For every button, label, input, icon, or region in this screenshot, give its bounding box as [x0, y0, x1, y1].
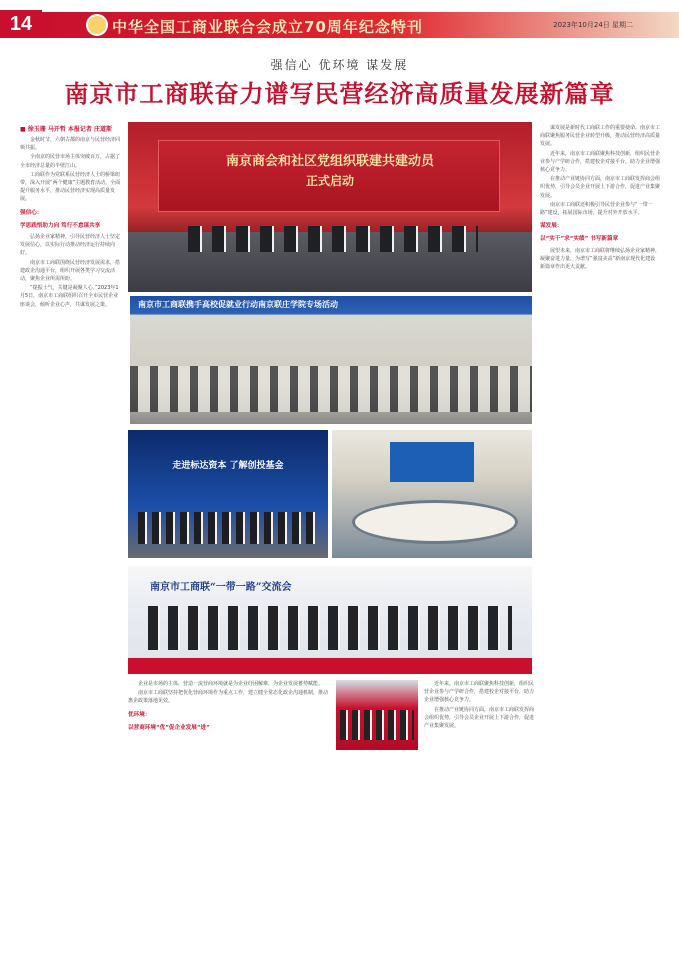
people-row: [188, 226, 478, 252]
byline: ■ 徐玉珊 马开哲 本报记者 庄道斯: [20, 126, 113, 133]
paragraph: 工商联作为党联系民营经济人士的桥梁纽带，深入开展“两个健康”主题教育活动，全面提升服务水平，推动民营经济实现高质量发展。: [20, 171, 121, 203]
paragraph: 近年来，南京市工商联聚焦科技创新，组织民营企业参与产学研合作，搭建校企对接平台，助力企业增强核心竞争力。: [540, 150, 660, 174]
photo-caption: 走进标达资本 了解创投基金: [172, 461, 284, 471]
photo-caption: 南京市工商联携手高校促就业行动南京联庄学院专场活动: [138, 300, 338, 309]
paragraph: 在推动产业链协同方面，南京市工商联发挥商会组织优势，引导会员企业开展上下游合作，促进产业集聚发展。: [540, 176, 660, 199]
column-bottom-right: [424, 680, 534, 936]
column-right: [540, 124, 660, 936]
people-row: [340, 710, 414, 740]
banner-title: 中华全国工商业联合会成立70周年纪念特刊: [112, 18, 423, 36]
photo-caption: 南京市工商联“一带一路”交流会: [150, 582, 292, 593]
paragraph: 金秋时节，六朝古都的南京与民营经济同频共振。: [20, 137, 121, 152]
subhead: 优环境：: [128, 711, 151, 718]
paragraph: 南京市工商联围绕民营经济发展需求，搭建政企沟通平台，组织开展各类学习交流活动，聚焦企业所需所盼。: [20, 259, 121, 283]
subhead: 强信心：: [20, 209, 43, 216]
subhead: 以营商环境“优”促企业发展“进”: [128, 724, 210, 731]
people-row: [130, 366, 532, 412]
photo-caption: 正式启动: [305, 174, 354, 188]
photo-caption: 南京商会和社区党组织联建共建动员: [225, 154, 434, 169]
photo-meeting-room: [332, 430, 532, 558]
paragraph: 展望未来，南京市工商联将继续弘扬企业家精神，凝聚奋进力量，为谱写“强富美高”新南京现代化建设新篇章作出更大贡献。: [540, 247, 660, 271]
photo-launch-ceremony: [128, 122, 532, 292]
anniversary-emblem-icon: [86, 14, 108, 36]
subhead: 以“实干”求“实绩” 书写新篇章: [540, 236, 619, 243]
paragraph: 在推动产业链协同方面，南京市工商联发挥商会组织优势，引导会员企业开展上下游合作，促进产业集聚发展。: [424, 706, 534, 730]
column-left: [20, 136, 122, 936]
masthead: [0, 0, 679, 40]
paragraph: “提振士气，关键是凝聚人心。”2023年1月5日，南京市工商联组织召开全市民营企业座谈会，倾听企业心声，共谋发展之策。: [20, 285, 119, 308]
meeting-table: [352, 500, 518, 544]
subhead: 谋发展：: [540, 223, 563, 230]
page-number: 14: [0, 10, 42, 38]
subhead: 学思践悟助力向 笃行不怠谋共享: [20, 222, 101, 229]
people-row: [138, 512, 318, 544]
photo-group: [336, 680, 418, 750]
paragraph: 弘扬企业家精神，引导民营经济人士坚定发展信心，以实际行动推动经济运行持续向好。: [20, 234, 121, 257]
photo-belt-road-forum: [128, 566, 532, 674]
people-row: [148, 606, 512, 650]
paragraph: 近年来，南京市工商联聚焦科技创新，组织民营企业参与产学研合作，搭建校企对接平台，助力企业增强核心竞争力。: [424, 681, 534, 704]
paragraph: 南京市工商联还积极引导民营企业参与“一带一路”建设，拓展国际市场，提升对外开放水平。: [540, 201, 653, 217]
red-band: [128, 658, 532, 674]
column-mid-left: [128, 680, 328, 936]
paragraph: 企业是市场的主体，营造一流营商环境就是为企业纾困解难，为企业发展蓄势赋能。: [138, 681, 324, 687]
article-kicker: 强信心 优环境 谋发展: [270, 58, 409, 72]
article-headline: 南京市工商联奋力谱写民营经济高质量发展新篇章: [64, 79, 615, 108]
paragraph: 南京市工商联坚持把优化营商环境作为重点工作，建立健全常态化政企沟通机制，推动惠企政策落地见效。: [128, 690, 328, 705]
paragraph: 谋发展是新时代工商联工作的重要使命。南京市工商联聚焦服务民营企业转型升级，推动民营经济高质量发展。: [540, 125, 660, 148]
photo-employment-event: [130, 296, 532, 424]
paragraph: 全南京的民营市场主体突破百万，占据了全市经济总量的半壁江山。: [20, 154, 121, 169]
photo-investment-visit: [128, 430, 328, 558]
meeting-screen: [390, 442, 474, 482]
date-line: 2023年10月24日 星期二: [553, 21, 633, 29]
